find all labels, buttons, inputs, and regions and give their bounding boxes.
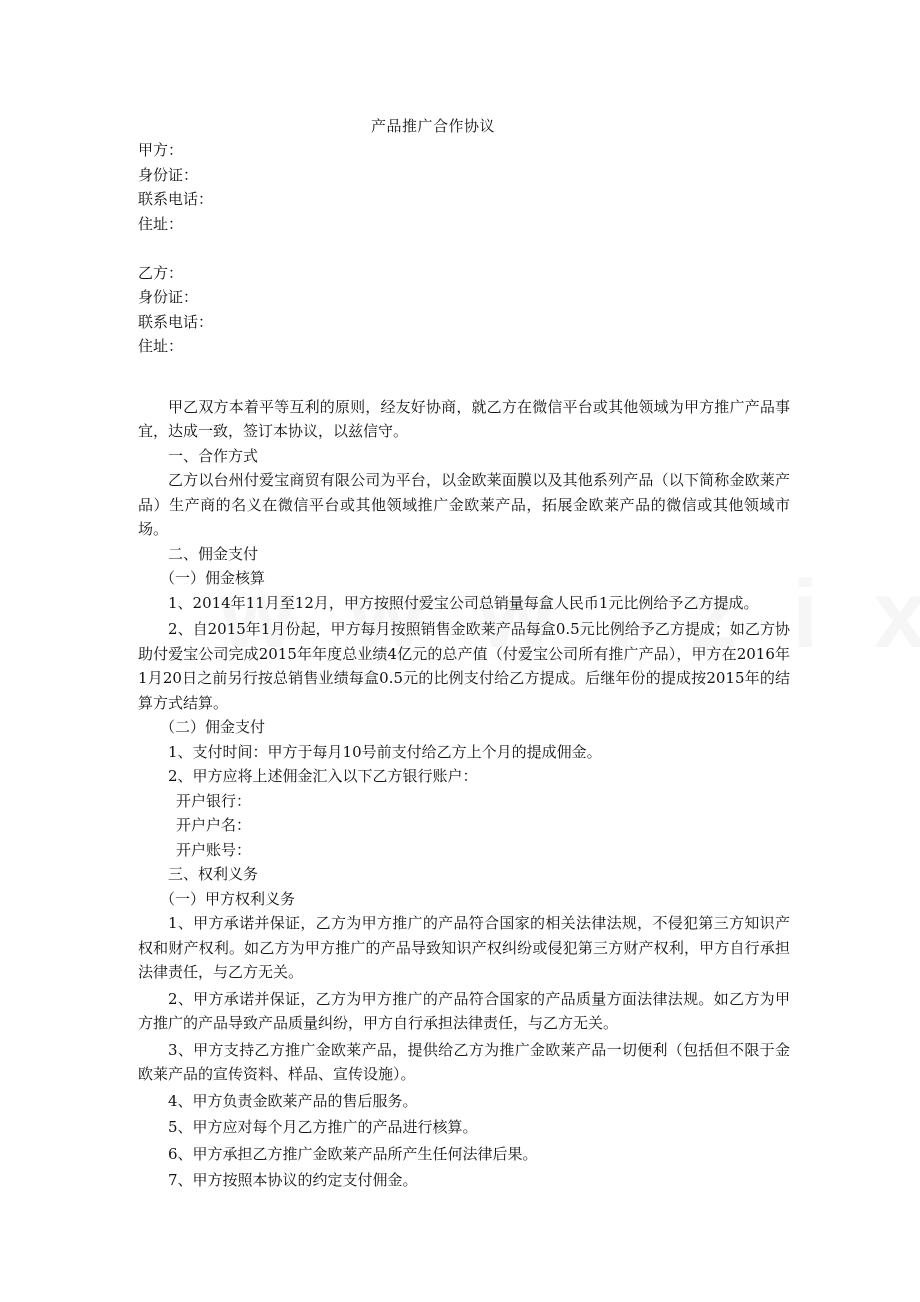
obligation-item-3: 3、甲方支持乙方推广金欧莱产品，提供给乙方为推广金欧莱产品一切便利（包括但不限于金欧莱产品的宣传资料、样品、宣传设施）。 <box>138 1040 790 1083</box>
section-1-heading: 一、合作方式 <box>168 446 259 465</box>
document-body <box>138 138 790 1193</box>
spacer <box>138 359 790 395</box>
commission-item-1: 1、2014年11月至12月，甲方按照付爱宝公司总销量每盒人民币1元比例给予乙方提成。 <box>168 593 759 612</box>
section-3-heading: 三、权利义务 <box>168 865 259 883</box>
party-a-phone-label: 联系电话： <box>138 190 214 208</box>
intro-paragraph: 甲乙双方本着平等互利的原则，经友好协商，就乙方在微信平台或其他领域为甲方推广产品事宜，达成一致，签订本协议，以兹信守。 <box>138 397 790 440</box>
section-2-sub1-heading: （一）佣金核算 <box>160 569 266 587</box>
party-b-address-label: 住址： <box>138 337 184 355</box>
section-1-text: 乙方以台州付爱宝商贸有限公司为平台，以金欧莱面膜以及其他系列产品（以下简称金欧莱产品）生产商的名义在微信平台或其他领域推广金欧莱产品，拓展金欧莱产品的微信或其他领域市场。 <box>138 471 790 538</box>
account-name-label: 开户户名： <box>176 816 252 834</box>
obligation-item-1: 1、甲方承诺并保证，乙方为甲方推广的产品符合国家的相关法律法规，不侵犯第三方知识产权和财产权利。如乙方为甲方推广的产品导致知识产权纠纷或侵犯第三方财产权利，甲方自行承担法律责任，与乙方无关。 <box>138 914 790 981</box>
obligation-item-2: 2、甲方承诺并保证，乙方为甲方推广的产品符合国家的产品质量方面法律法规。如乙方为甲方推广的产品导致产品质量纠纷，甲方自行承担法律责任，与乙方无关。 <box>138 989 790 1032</box>
section-2-sub2-heading: （二）佣金支付 <box>160 718 266 736</box>
party-a-address-label: 住址： <box>138 214 184 233</box>
party-b-phone-label: 联系电话： <box>138 312 214 331</box>
party-b-label: 乙方： <box>138 263 184 282</box>
obligation-item-6: 6、甲方承担乙方推广金欧莱产品所产生任何法律后果。 <box>168 1144 538 1163</box>
document-title: 产品推广合作协议 <box>370 117 495 135</box>
party-a-id-label: 身份证： <box>138 165 199 184</box>
obligation-item-4: 4、甲方负责金欧莱产品的售后服务。 <box>168 1091 418 1110</box>
spacer <box>138 236 790 261</box>
bank-name-label: 开户银行： <box>176 791 252 810</box>
payment-item-2: 2、甲方应将上述佣金汇入以下乙方银行账户： <box>168 767 478 785</box>
account-number-label: 开户账号： <box>176 840 252 859</box>
party-a-label: 甲方： <box>138 141 184 159</box>
section-2-heading: 二、佣金支付 <box>168 544 259 563</box>
commission-item-2: 2、自2015年1月份起，甲方每月按照销售金欧莱产品每盒0.5元比例给予乙方提成；如乙方协助付爱宝公司完成2015年年度总业绩4亿元的总产值（付爱宝公司所有推广产品），甲方在2016年1月20日之前另行按总销售业绩每盒0.5元的比例支付给乙方提成。后继年份的提成按2015年的结算方式结算。 <box>138 620 790 712</box>
section-3-sub1-heading: （一）甲方权利义务 <box>160 889 296 908</box>
obligation-item-7: 7、甲方按照本协议的约定支付佣金。 <box>168 1171 418 1189</box>
party-b-id-label: 身份证： <box>138 288 199 306</box>
obligation-item-5: 5、甲方应对每个月乙方推广的产品进行核算。 <box>168 1118 478 1136</box>
payment-item-1: 1、支付时间：甲方于每月10号前支付给乙方上个月的提成佣金。 <box>168 742 602 761</box>
